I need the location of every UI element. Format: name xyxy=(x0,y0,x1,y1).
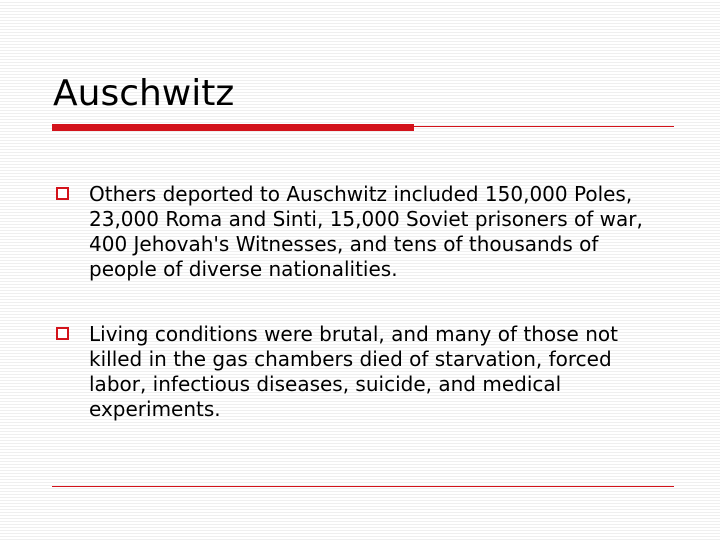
square-outline-icon xyxy=(56,187,69,200)
bottom-divider xyxy=(52,486,674,487)
title-underline-accent xyxy=(52,124,414,131)
slide-title: Auschwitz xyxy=(53,73,235,114)
bullet-text: Living conditions were brutal, and many of those not killed in the gas chambers died of starvation, forced labor, infectious diseases, suicide, and medical experiments. xyxy=(89,322,618,421)
square-outline-icon xyxy=(56,327,69,340)
title-underline-rule xyxy=(414,126,674,127)
bullet-text: Others deported to Auschwitz included 150,000 Poles, 23,000 Roma and Sinti, 15,000 Soviet prisoners of war, 400 Jehovah's Witnesses, and tens of thousands of people of diverse nationalities. xyxy=(89,182,643,281)
bullet-item xyxy=(56,182,676,282)
bullet-item xyxy=(56,322,676,422)
bullet-list xyxy=(56,182,676,462)
